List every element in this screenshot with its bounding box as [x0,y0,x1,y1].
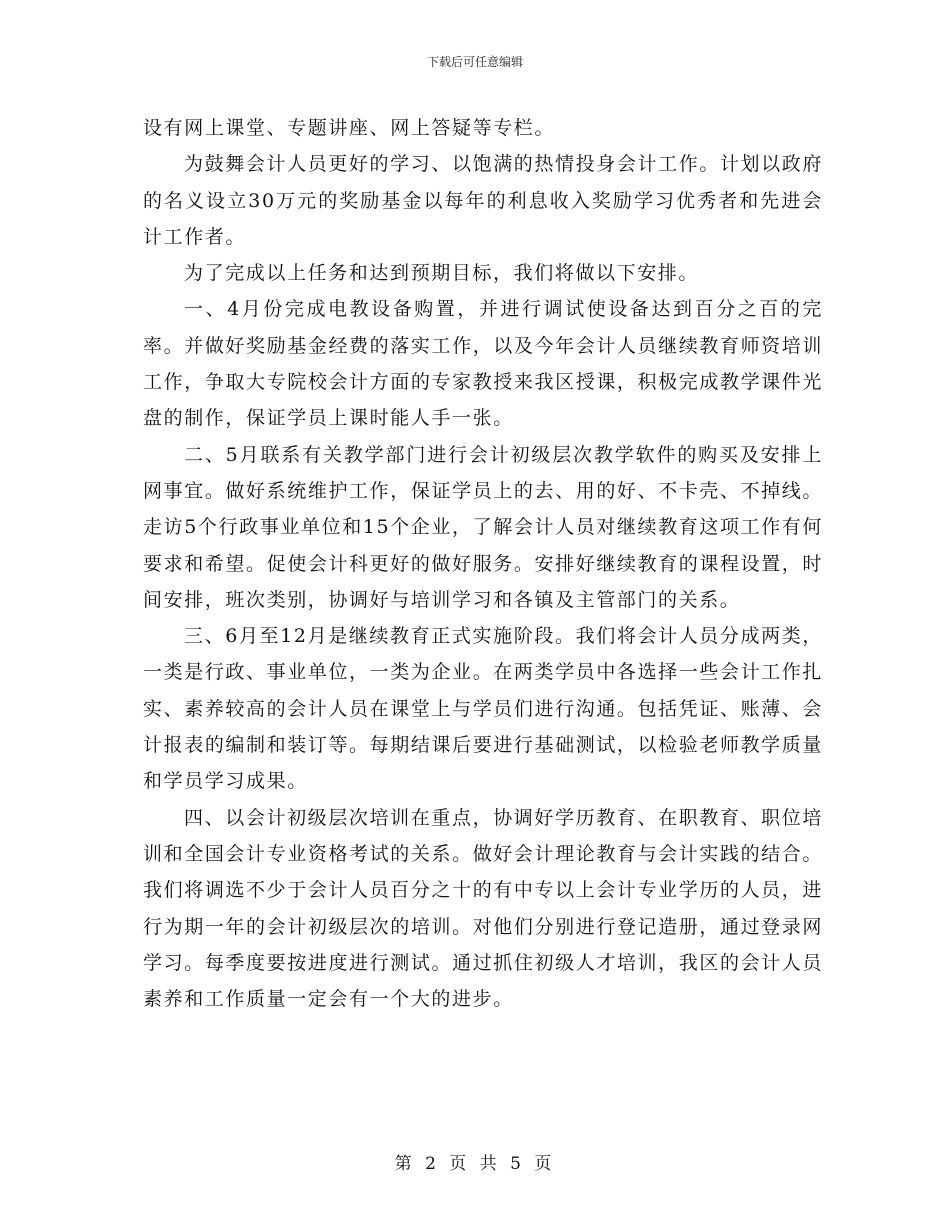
page-header: 下载后可任意编辑 [426,55,523,69]
paragraph-arrangement-intro: 为了完成以上任务和达到预期目标，我们将做以下安排。 [184,262,700,285]
document-body [143,110,823,1017]
paragraph-continuation: 设有网上课堂、专题讲座、网上答疑等专栏。 [143,117,556,139]
page-number: 第 2 页 共 5 页 [394,1154,556,1174]
paragraph-item-three: 三、6月至12月是继续教育正式实施阶段。我们将会计人员分成两类，一类是行政、事业单位，一类为企业。在两类学员中各选择一些会计工作扎实、素养较高的会计人员在课堂上与学员们进行沟通。包括凭证、账薄、会计报表的编制和装订等。每期结课后要进行基础测试，以检验老师教学质量和学员学习成果。 [143,625,823,793]
paragraph-item-one: 一、4月份完成电教设备购置，并进行调试使设备达到百分之百的完率。并做好奖励基金经费的落实工作，以及今年会计人员继续教育师资培训工作，争取大专院校会计方面的专家教授来我区授课，积极完成教学课件光盘的制作，保证学员上课时能人手一张。 [143,298,823,430]
paragraph-item-two: 二、5月联系有关教学部门进行会计初级层次教学软件的购买及安排上网事宜。做好系统维护工作，保证学员上的去、用的好、不卡壳、不掉线。走访5个行政事业单位和15个企业，了解会计人员对继续教育这项工作有何要求和希望。促使会计科更好的做好服务。安排好继续教育的课程设置，时间安排，班次类别，协调好与培训学习和各镇及主管部门的关系。 [143,443,823,611]
paragraph-incentive-fund: 为鼓舞会计人员更好的学习、以饱满的热情投身会计工作。计划以政府的名义设立30万元的奖励基金以每年的利息收入奖励学习优秀者和先进会计工作者。 [143,153,823,248]
paragraph-item-four: 四、以会计初级层次培训在重点，协调好学历教育、在职教育、职位培训和全国会计专业资格考试的关系。做好会计理论教育与会计实践的结合。我们将调选不少于会计人员百分之十的有中专以上会计专业学历的人员，进行为期一年的会计初级层次的培训。对他们分别进行登记造册，通过登录网学习。每季度要按进度进行测试。通过抓住初级人才培训，我区的会计人员素养和工作质量一定会有一个大的进步。 [143,806,823,1011]
